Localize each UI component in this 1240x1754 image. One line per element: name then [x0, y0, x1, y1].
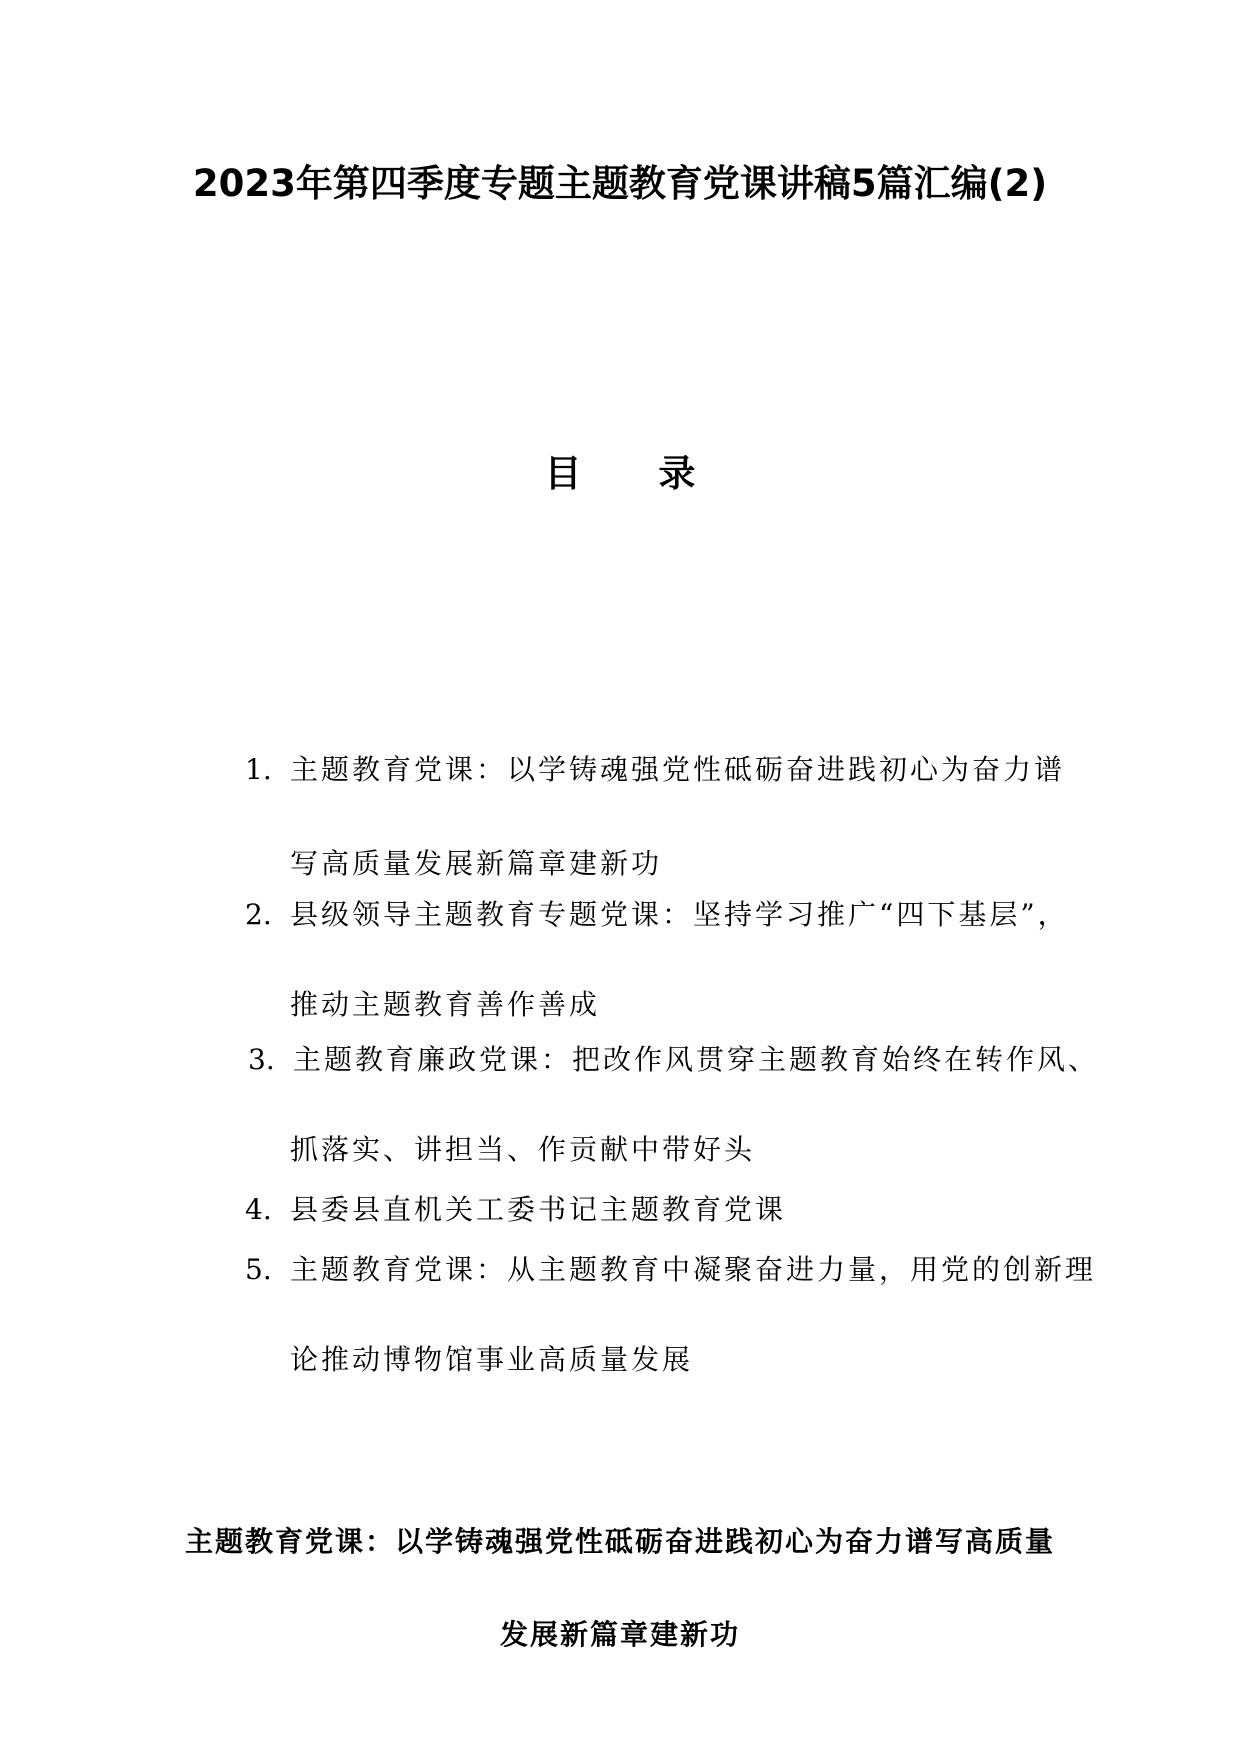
toc-item-line2: 论推动博物馆事业高质量发展 — [290, 1343, 694, 1376]
toc-item-line1: 县委县直机关工委书记主题教育党课 — [290, 1193, 787, 1226]
toc-item-line1: 主题教育廉政党课：把改作风贯穿主题教育始终在转作风、 — [293, 1043, 1100, 1076]
toc-item-line2: 推动主题教育善作善成 — [290, 988, 601, 1021]
toc-item-number: 4. — [245, 1193, 272, 1226]
toc-item-number: 5. — [245, 1253, 272, 1286]
toc-item-line1: 主题教育党课：从主题教育中凝聚奋进力量，用党的创新理 — [290, 1253, 1097, 1286]
toc-item-number: 2. — [245, 898, 272, 931]
toc-item-line2: 抓落实、讲担当、作贡献中带好头 — [290, 1133, 756, 1166]
section-title-line1: 主题教育党课：以学铸魂强党性砥砺奋进践初心为奋力谱写高质量 — [184, 1525, 1055, 1558]
section-title-line2: 发展新篇章建新功 — [499, 1618, 740, 1651]
toc-heading: 目 录 — [544, 452, 728, 495]
toc-item-line1: 主题教育党课：以学铸魂强党性砥砺奋进践初心为奋力谱 — [290, 753, 1066, 786]
toc-item-number: 3. — [248, 1043, 275, 1076]
toc-item-line2: 写高质量发展新篇章建新功 — [290, 847, 663, 880]
document-title: 2023年第四季度专题主题教育党课讲稿5篇汇编(2) — [192, 162, 1048, 205]
toc-item-line1: 县级领导主题教育专题党课：坚持学习推广“四下基层”， — [290, 898, 1069, 931]
toc-item-number: 1. — [245, 753, 272, 786]
